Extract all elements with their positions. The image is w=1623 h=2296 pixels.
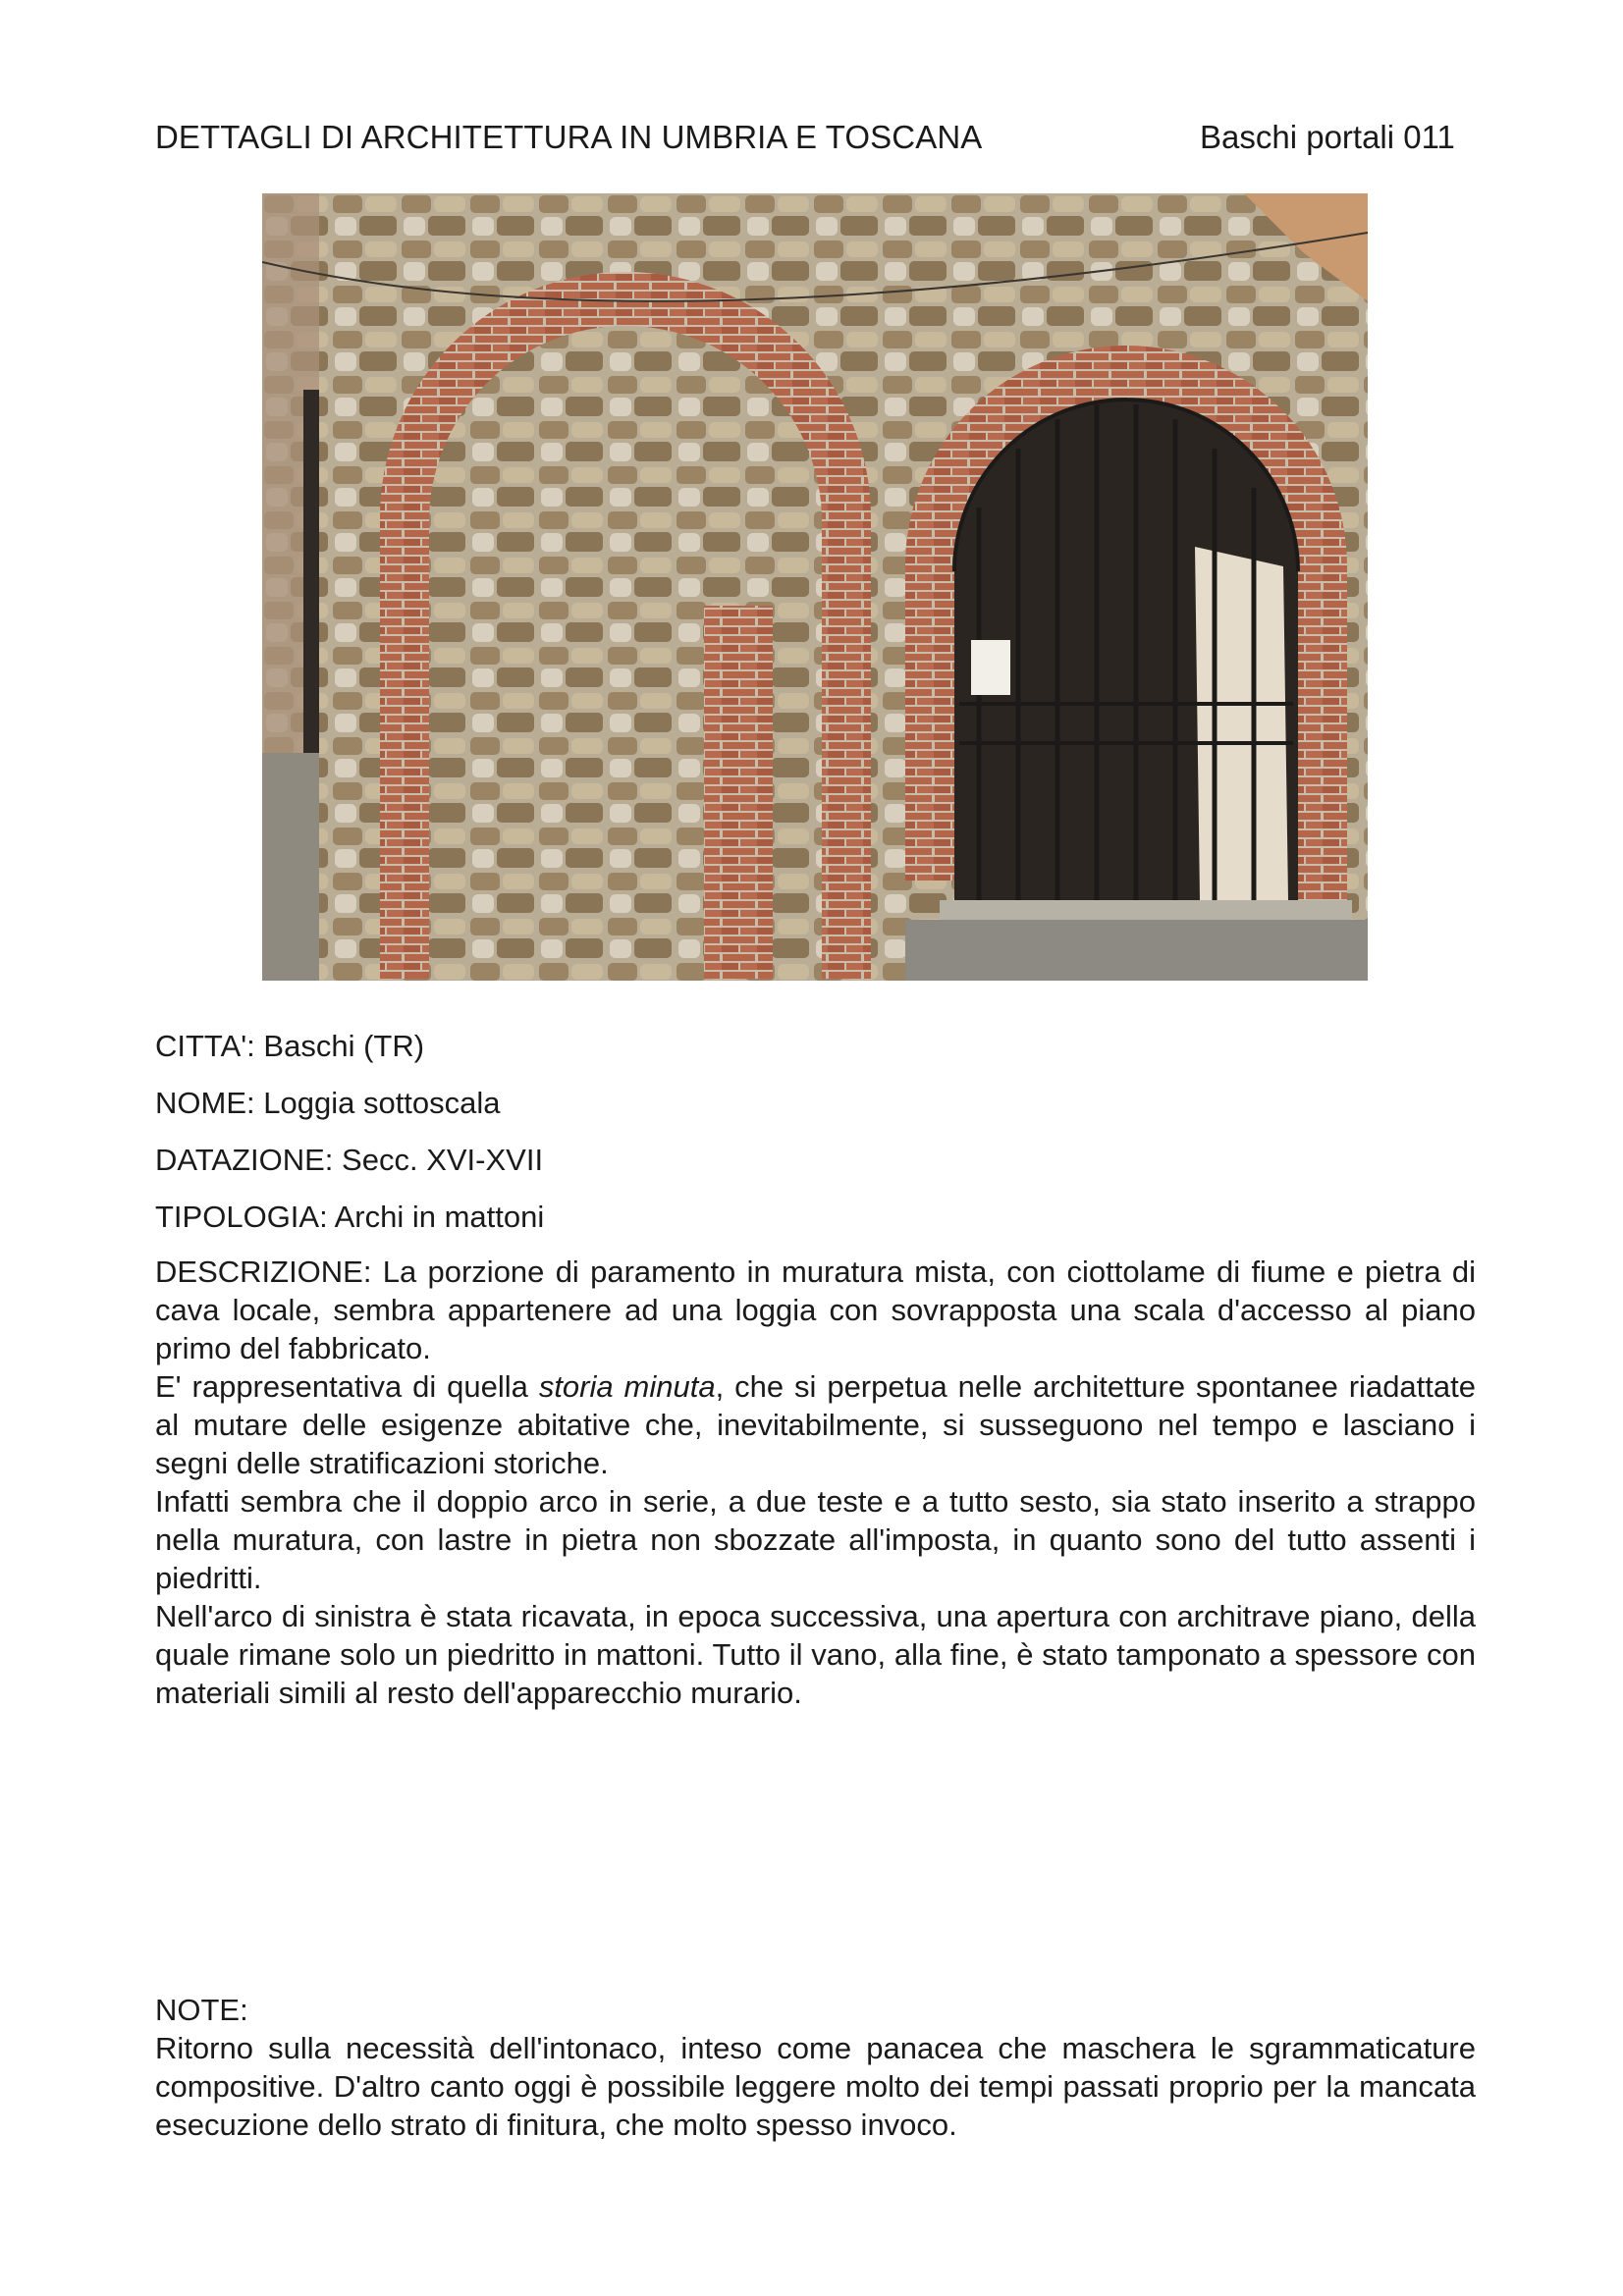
datazione-field xyxy=(155,1141,1476,1198)
description-paragraph-1: DESCRIZIONE: La porzione di paramento in muratura mista, con ciottolame di fiume e pietra di cava locale, sembra appartenere ad una loggia con sovrapposta una scala d'accesso al piano primo del fabbricato. xyxy=(155,1255,1476,1365)
notes-label: NOTE: xyxy=(155,1993,248,2027)
citta-label: CITTA': xyxy=(155,1029,255,1063)
description-paragraph-4: Nell'arco di sinistra è stata ricavata, in epoca successiva, una apertura con architrave piano, della quale rimane solo un piedritto in mattoni. Tutto il vano, alla fine, è stato tamponato a spessore con materiali simili al resto dell'apparecchio murario. xyxy=(155,1599,1476,1710)
citta-value: Baschi (TR) xyxy=(263,1029,425,1063)
citta-field xyxy=(155,1027,1476,1084)
datazione-label: DATAZIONE: xyxy=(155,1143,334,1177)
document-code: Baschi portali 011 xyxy=(1200,119,1455,155)
description-label: DESCRIZIONE: xyxy=(155,1255,372,1289)
tipologia-value: Archi in mattoni xyxy=(334,1200,545,1234)
notes-section xyxy=(155,1991,1476,2144)
stone-wall-double-arch-photo xyxy=(262,193,1368,981)
fields-section xyxy=(155,1027,1476,1255)
nome-label: NOME: xyxy=(155,1086,255,1120)
nome-value: Loggia sottoscala xyxy=(263,1086,501,1120)
description-italic-term: storia minuta xyxy=(538,1369,716,1404)
notes-text: Ritorno sulla necessità dell'intonaco, inteso come panacea che maschera le sgrammaticature compositive. D'altro canto oggi è possibile leggere molto dei tempi passati proprio per la mancata esecuzione dello strato di finitura, che molto spesso invoco. xyxy=(155,2031,1476,2142)
description-paragraph-3: Infatti sembra che il doppio arco in serie, a due teste e a tutto sesto, sia stato inserito a strappo nella muratura, con lastre in pietra non sbozzate all'imposta, in quanto sono del tutto assenti i piedritti. xyxy=(155,1484,1476,1595)
description-paragraph-2: E' rappresentativa di quella storia minuta, che si perpetua nelle architetture spontanee riadattate al mutare delle esigenze abitative che, inevitabilmente, si susseguono nel tempo e lasciano i segni delle stratificazioni storiche. xyxy=(155,1369,1476,1480)
tipologia-label: TIPOLOGIA: xyxy=(155,1200,328,1234)
datazione-value: Secc. XVI-XVII xyxy=(342,1143,544,1177)
document-title: DETTAGLI DI ARCHITETTURA IN UMBRIA E TOSCANA xyxy=(155,119,983,155)
description-section xyxy=(155,1253,1476,1712)
nome-field xyxy=(155,1084,1476,1141)
tipologia-field xyxy=(155,1198,1476,1255)
